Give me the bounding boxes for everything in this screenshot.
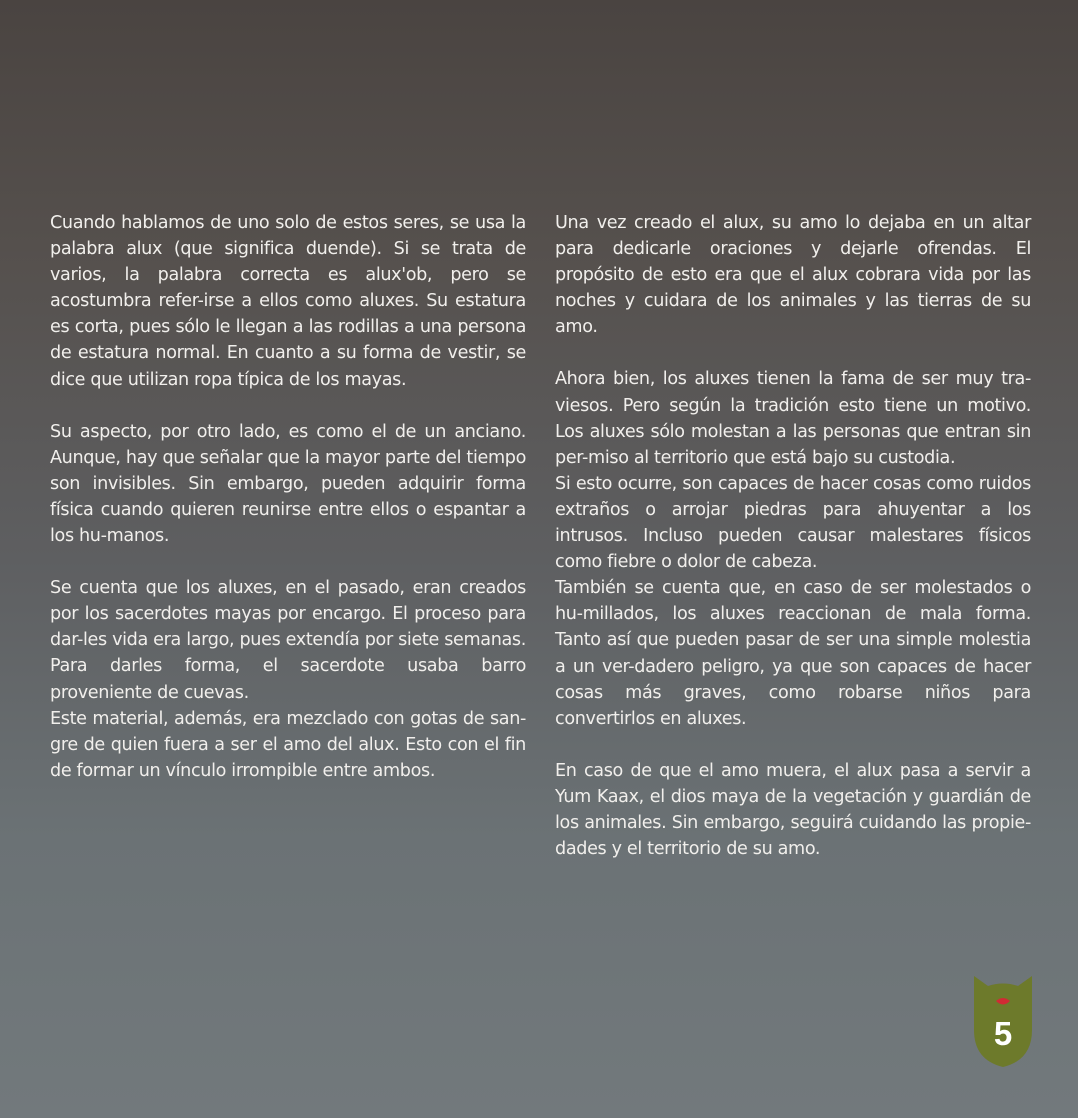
- page-number: 5: [993, 1015, 1013, 1052]
- right-paragraph-3: Si esto ocurre, son capaces de hacer cosas como ruidos extraños o arrojar piedras para ahuyentar a los intrusos. Incluso pueden causar malestares físicos como fiebre o dolor de cabeza.: [555, 473, 1031, 573]
- left-paragraph-3: Se cuenta que los aluxes, en el pasado, eran creados por los sacerdotes mayas por encargo. El proceso para dar-les vida era largo, pues extendía por siete semanas. Para darles forma, el sacerdote usaba barro proveniente de cuevas.: [50, 578, 526, 703]
- left-paragraph-2: Su aspecto, por otro lado, es como el de un anciano. Aunque, hay que señalar que la mayor parte del tiempo son invisibles. Sin embargo, pueden adquirir forma física cuando quieren reunirse entre ellos o espantar a los hu-manos.: [50, 421, 526, 547]
- right-paragraph-1: Una vez creado el alux, su amo lo dejaba en un altar para dedicarle oraciones y dejarle ofrendas. El propósito de esto era que el alux cobrara vida por las noches y cuidara de los animales y las tierras de su amo.: [555, 213, 1031, 338]
- left-text-column: [50, 210, 526, 784]
- right-text-column: [555, 210, 1031, 862]
- right-paragraph-5: En caso de que el amo muera, el alux pasa a servir a Yum Kaax, el dios maya de la vegetación y guardián de los animales. Sin embargo, seguirá cuidando las propie-dades y el territorio de su amo.: [555, 760, 1031, 860]
- left-paragraph-4: Este material, además, era mezclado con gotas de san-gre de quien fuera a ser el amo del alux. Esto con el fin de formar un vínculo irrompible entre ambos.: [50, 708, 526, 781]
- right-paragraph-4: También se cuenta que, en caso de ser molestados o hu-millados, los aluxes reaccionan de mala forma. Tanto así que pueden pasar de ser una simple molestia a un ver-dadero peligro, ya que son capaces de hacer cosas más graves, como robarse niños para convertirlos en aluxes.: [555, 578, 1031, 729]
- left-paragraph-1: Cuando hablamos de uno solo de estos seres, se usa la palabra alux (que significa duende). Si se trata de varios, la palabra correcta es alux'ob, pero se acostumbra refer-irse a ellos como aluxes. Su estatura es corta, pues sólo le llegan a las rodillas a una persona de estatura normal. En cuanto a su forma de vestir, se dice que utilizan ropa típica de los mayas.: [50, 213, 526, 390]
- right-paragraph-2: Ahora bien, los aluxes tienen la fama de ser muy tra-viesos. Pero según la tradición esto tiene un motivo. Los aluxes sólo molestan a las personas que entran sin per-miso al territorio que está bajo su custodia.: [555, 369, 1031, 468]
